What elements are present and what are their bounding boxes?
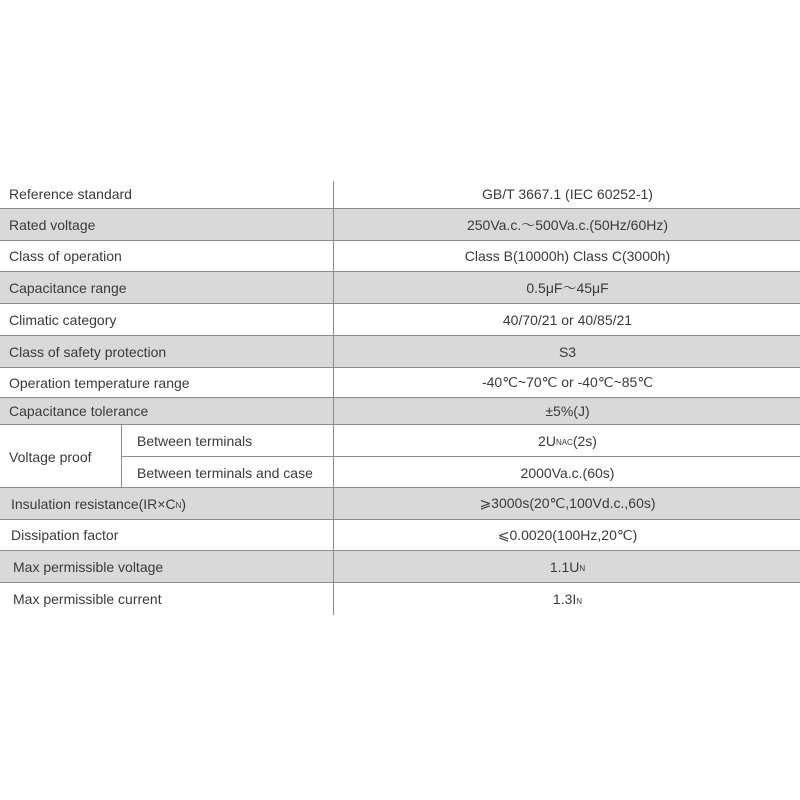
column-divider: [333, 336, 334, 367]
row-value: 0.5μF～45μF: [526, 279, 609, 296]
table-row: [0, 304, 800, 336]
column-divider: [333, 181, 334, 208]
column-divider: [333, 398, 334, 424]
row-value: ±5%(J): [545, 403, 590, 419]
table-row: [0, 398, 800, 425]
row-label: Max permissible voltage: [13, 558, 164, 575]
table-row: [0, 209, 800, 241]
spec-table: [0, 181, 800, 615]
table-row: [0, 241, 800, 272]
column-divider: [333, 551, 334, 582]
row-label: Operation temperature range: [9, 374, 190, 391]
table-row: [0, 181, 800, 209]
row-label: Class of safety protection: [9, 343, 167, 360]
column-divider: [333, 488, 334, 519]
row-label: Between terminals and case: [137, 464, 313, 481]
row-value: GB/T 3667.1 (IEC 60252-1): [482, 186, 653, 202]
table-row: [121, 425, 800, 457]
table-row: [0, 272, 800, 304]
row-label: Dissipation factor: [11, 527, 119, 543]
row-label: Climatic category: [9, 311, 117, 328]
column-divider: [333, 583, 334, 615]
column-divider: [333, 457, 334, 488]
row-value: 2000Va.c.(60s): [520, 464, 615, 481]
column-divider: [333, 425, 334, 456]
table-row: [0, 520, 800, 551]
row-value: S3: [558, 343, 577, 360]
row-value: 2U $_{NAC}$ (2s): [538, 432, 597, 449]
row-value: 40/70/21 or 40/85/21: [502, 311, 633, 328]
column-divider: [333, 209, 334, 240]
row-label: Insulation resistance(IR×C $_N$ ): [11, 495, 187, 512]
row-value: 1.3I $_N$: [552, 591, 583, 607]
row-value: ⩾3000s(20℃,100Vd.c.,60s): [479, 495, 656, 511]
table-row: [0, 336, 800, 368]
voltage-proof-group: [0, 425, 800, 488]
table-row: [121, 457, 800, 488]
table-row: [0, 583, 800, 615]
row-label: Capacitance tolerance: [9, 403, 149, 419]
row-value: 1.1U $_N$: [549, 558, 586, 575]
column-divider: [333, 241, 334, 271]
column-divider: [333, 304, 334, 335]
row-label: Max permissible current: [13, 591, 162, 607]
row-label: Class of operation: [9, 248, 122, 264]
column-divider: [333, 272, 334, 303]
table-row: [0, 368, 800, 398]
row-label: Rated voltage: [9, 216, 96, 233]
column-divider: [333, 368, 334, 397]
row-value: -40℃~70℃ or -40℃~85℃: [481, 374, 654, 390]
row-label: Voltage proof: [9, 448, 92, 465]
row-label: Between terminals: [137, 432, 253, 449]
row-label: Reference standard: [9, 186, 132, 202]
row-value: Class B(10000h) Class C(3000h): [464, 248, 671, 264]
table-row: [0, 551, 800, 583]
row-value: ⩽0.0020(100Hz,20℃): [497, 526, 638, 543]
row-label: Capacitance range: [9, 279, 127, 296]
row-value: 250Va.c.～500Va.c.(50Hz/60Hz): [466, 216, 669, 233]
table-row: [0, 488, 800, 520]
column-divider: [333, 520, 334, 550]
